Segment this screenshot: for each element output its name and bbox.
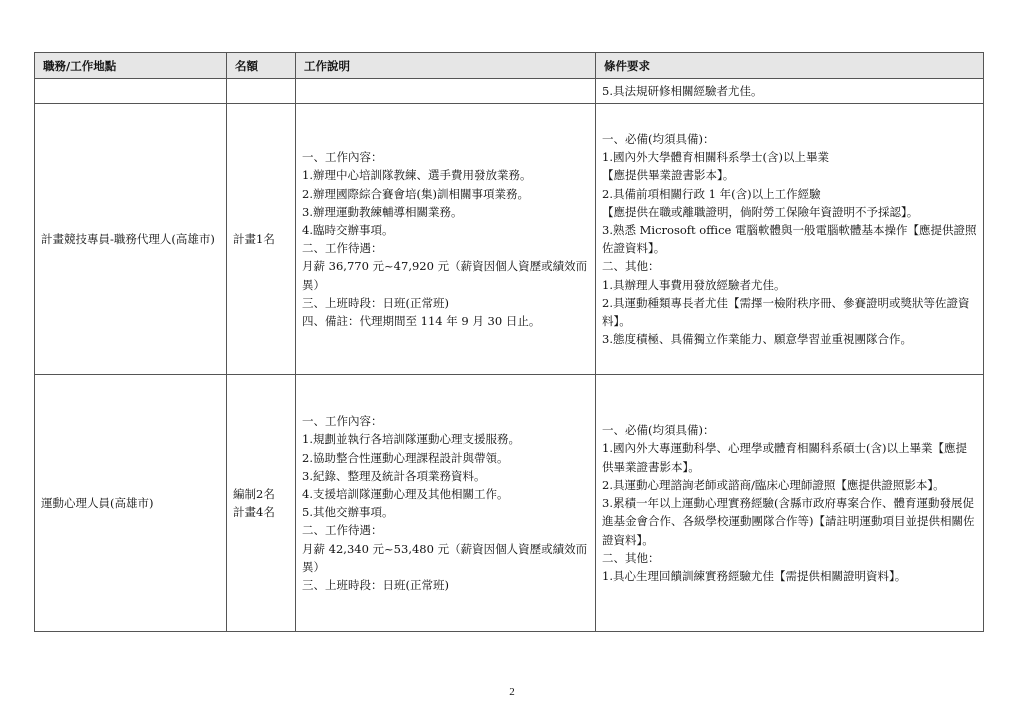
requirement-line: 二、其他： [602,259,660,274]
requirement-line: 1.具心生理回饋訓練實務經驗尤佳【需提供相關證明資料】。 [602,568,907,583]
description-line: 2.協助整合性運動心理課程設計與帶領。 [302,450,509,465]
continuation-quota-cell [227,79,296,104]
requirement-line: 1.具辦理人事費用發放經驗者尤佳。 [602,277,786,292]
header-requirements: 條件要求 [596,53,984,79]
quota-cell [227,104,296,375]
description-line: 3.辦理運動教練輔導相關業務。 [302,204,463,219]
description-line: 一、工作內容： [302,150,383,165]
continuation-description-cell [296,79,596,104]
table-header-row [35,53,984,79]
description-line: 3.紀錄、整理及統計各項業務資料。 [302,468,486,483]
requirement-line: 2.具運動種類專長者尤佳【需擇一檢附秩序冊、參賽證明或獎狀等佐證資料】。 [602,295,970,329]
requirements-cell [596,375,984,632]
description-line: 4.支援培訓隊運動心理及其他相關工作。 [302,487,509,501]
requirement-line: 2.具運動心理諮詢老師或諮商/臨床心理師證照【應提供證照影本】。 [602,477,945,492]
requirement-line: 二、其他： [602,550,660,565]
description-line: 二、工作待遇： [302,523,383,538]
description-line: 2.辦理國際綜合賽會培(集)訓相關事項業務。 [302,186,529,201]
description-line: 月薪 36,770 元~47,920 元（薪資因個人資歷或績效而異） [302,259,588,292]
page-number: 2 [509,686,515,698]
header-position: 職務/工作地點 [35,53,227,79]
requirement-line: 一、必備(均須具備)： [602,131,715,146]
table-row [35,375,984,632]
quota-line: 編制2名 [233,487,275,501]
requirement-line: 1.國內外大專運動科學、心理學或體育相關科系碩士(含)以上畢業【應提供畢業證書影本】。 [602,441,967,474]
description-line: 三、上班時段：日班(正常班) [302,295,449,310]
quota-line: 計畫4名 [233,505,275,520]
description-line: 4.臨時交辦事項。 [302,223,394,237]
position-cell [35,104,227,375]
description-line: 1.辦理中心培訓隊教練、選手費用發放業務。 [302,168,532,183]
description-line: 三、上班時段：日班(正常班) [302,578,449,593]
continuation-requirement: 5.具法規研修相關經驗者尤佳。 [596,79,984,104]
header-description: 工作說明 [296,53,596,79]
requirement-line: 3.累積一年以上運動心理實務經驗(含縣市政府專案合作、體育運動發展促進基金會合作、各級學校運動團隊合作等)【請註明運動項目並提供相關佐證資料】。 [602,496,975,547]
requirement-line: 1.國內外大學體育相關科系學士(含)以上畢業 [602,150,829,165]
requirement-line: 【應提供畢業證書影本】。 [602,168,735,183]
description-line: 月薪 42,340 元~53,480 元（薪資因個人資歷或績效而異） [302,541,588,574]
quota-cell [227,375,296,632]
requirement-line: 【應提供在職或離職證明，倘附勞工保險年資證明不予採認】。 [602,204,919,219]
quota-line: 計畫1名 [233,232,275,247]
position-title: 計畫競技專員-職務代理人(高雄市) [41,232,215,247]
table-row [35,104,984,375]
description-line: 四、備註：代理期間至 114 年 9 月 30 日止。 [302,314,541,329]
continuation-position-cell [35,79,227,104]
description-cell [296,104,596,375]
description-line: 1.規劃並執行各培訓隊運動心理支援服務。 [302,432,520,447]
description-line: 5.其他交辦事項。 [302,505,394,520]
description-cell [296,375,596,632]
job-listing-table [34,52,984,632]
requirement-line: 3.態度積極、具備獨立作業能力、願意學習並重視團隊合作。 [602,332,912,347]
position-cell [35,375,227,632]
header-quota: 名額 [227,53,296,79]
description-line: 一、工作內容： [302,414,383,429]
description-line: 二、工作待遇： [302,241,383,256]
requirement-line: 2.具備前項相關行政 1 年(含)以上工作經驗 [602,186,821,201]
requirement-line: 3.熟悉 Microsoft office 電腦軟體與一般電腦軟體基本操作【應提供證照佐證資料】。 [602,223,977,256]
requirement-line: 一、必備(均須具備)： [602,423,715,438]
position-title: 運動心理人員(高雄市) [41,496,154,511]
continuation-row [35,79,984,104]
requirements-cell [596,104,984,375]
